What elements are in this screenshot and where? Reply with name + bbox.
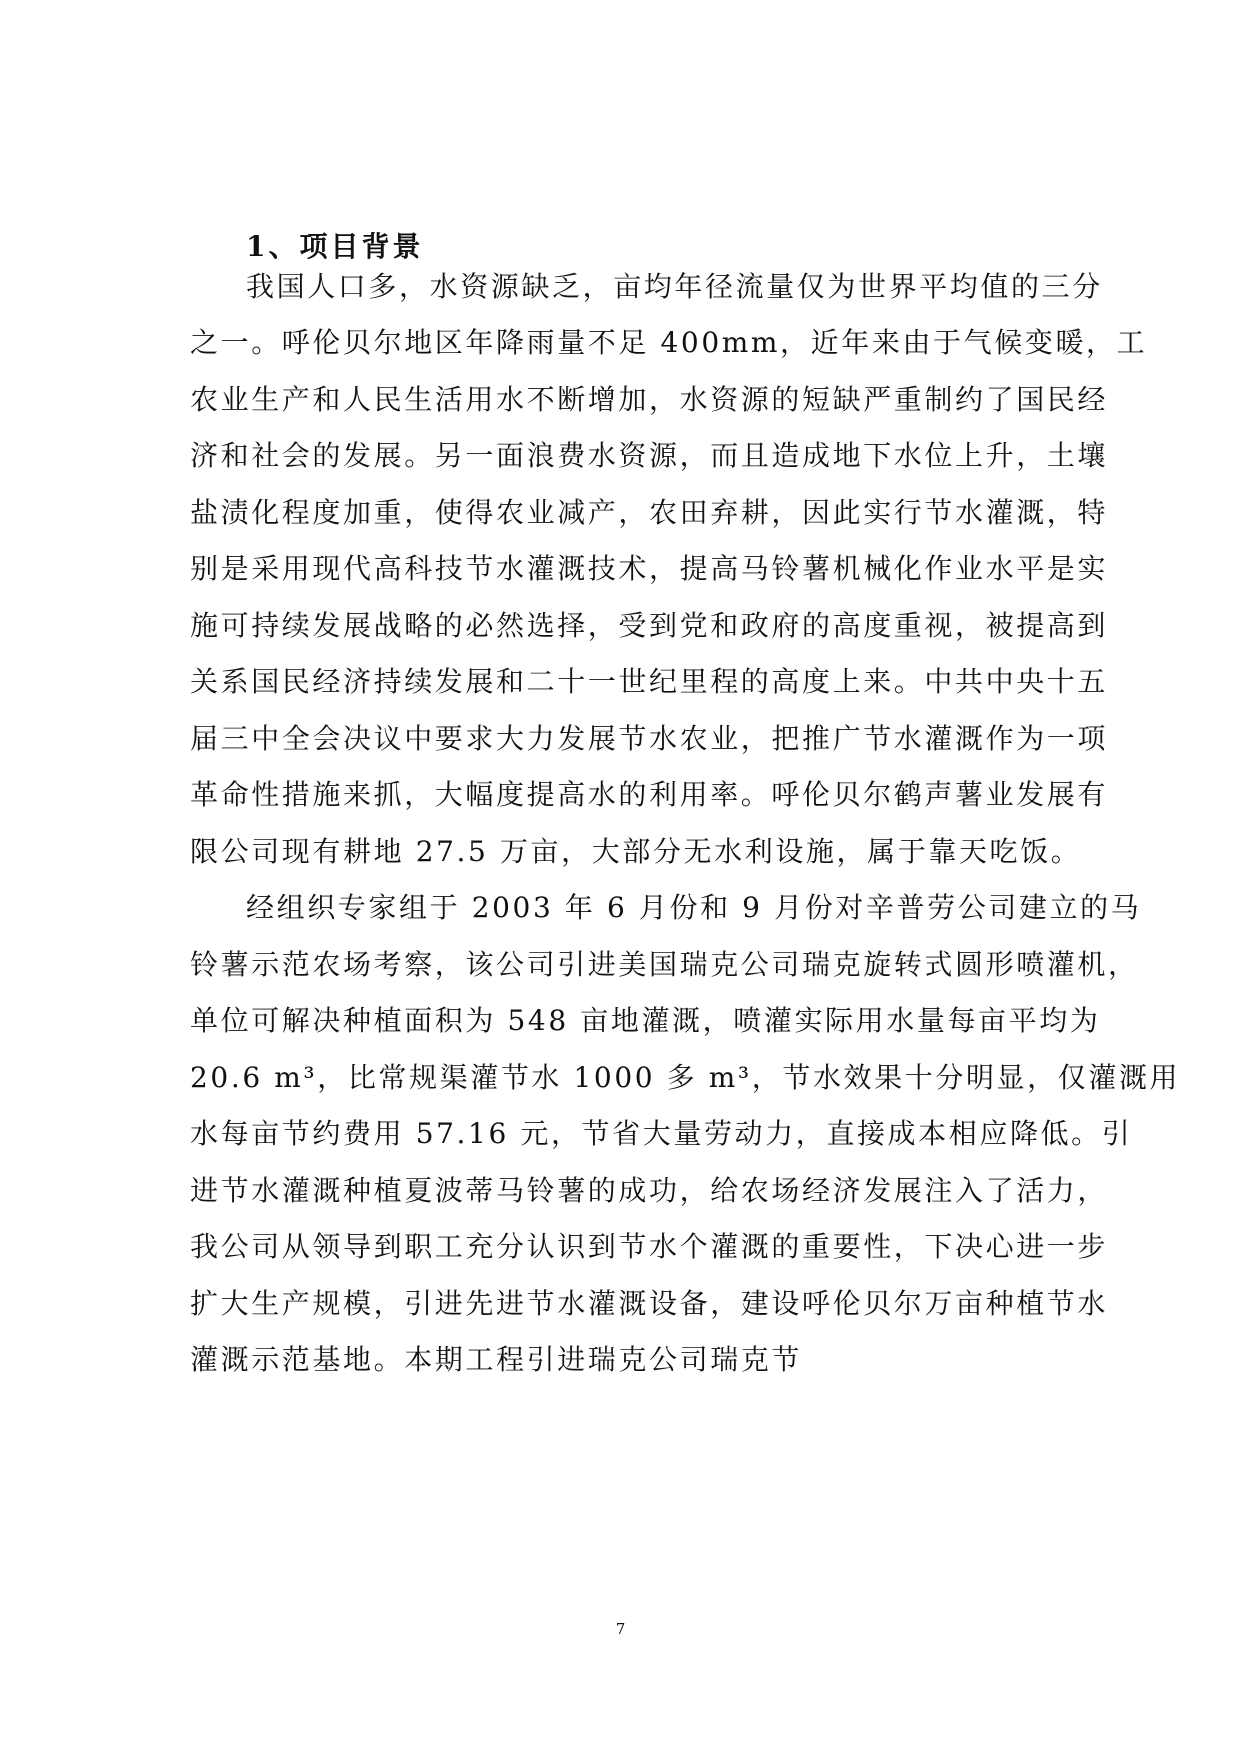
paragraph-line: 铃薯示范农场考察，该公司引进美国瑞克公司瑞克旋转式圆形喷灌机， — [190, 948, 1139, 981]
paragraph-line: 限公司现有耕地 27.5 万亩，大部分无水利设施，属于靠天吃饭。 — [190, 835, 1082, 868]
paragraph-line: 灌溉示范基地。本期工程引进瑞克公司瑞克节 — [190, 1343, 803, 1376]
paragraph-line: 我国人口多，水资源缺乏，亩均年径流量仅为世界平均值的三分 — [246, 270, 1103, 303]
paragraph-line: 水每亩节约费用 57.16 元，节省大量劳动力，直接成本相应降低。引 — [190, 1117, 1133, 1150]
paragraph-line: 关系国民经济持续发展和二十一世纪里程的高度上来。中共中央十五 — [190, 665, 1109, 698]
paragraph-line: 施可持续发展战略的必然选择，受到党和政府的高度重视，被提高到 — [190, 609, 1109, 642]
paragraph-line: 经组织专家组于 2003 年 6 月份和 9 月份对辛普劳公司建立的马 — [246, 891, 1142, 924]
paragraph-line: 革命性措施来抓，大幅度提高水的利用率。呼伦贝尔鹤声薯业发展有 — [190, 778, 1109, 811]
paragraph-line: 盐渍化程度加重，使得农业减产，农田弃耕，因此实行节水灌溉，特 — [190, 496, 1109, 529]
section-heading: 1、项目背景 — [246, 230, 424, 263]
paragraph-line: 济和社会的发展。另一面浪费水资源，而且造成地下水位上升，土壤 — [190, 439, 1109, 472]
paragraph-line: 扩大生产规模，引进先进节水灌溉设备，建设呼伦贝尔万亩种植节水 — [190, 1287, 1109, 1320]
paragraph-line: 单位可解决种植面积为 548 亩地灌溉，喷灌实际用水量每亩平均为 — [190, 1004, 1101, 1037]
paragraph-line: 20.6 m³，比常规渠灌节水 1000 多 m³，节水效果十分明显，仅灌溉用 — [190, 1061, 1181, 1094]
paragraph-line: 进节水灌溉种植夏波蒂马铃薯的成功，给农场经济发展注入了活力， — [190, 1174, 1109, 1207]
page-number: 7 — [615, 1620, 626, 1638]
paragraph-line: 届三中全会决议中要求大力发展节水农业，把推广节水灌溉作为一项 — [190, 722, 1109, 755]
paragraph-line: 农业生产和人民生活用水不断增加，水资源的短缺严重制约了国民经 — [190, 383, 1109, 416]
paragraph-line: 我公司从领导到职工充分认识到节水个灌溉的重要性，下决心进一步 — [190, 1230, 1109, 1263]
paragraph-line: 别是采用现代高科技节水灌溉技术，提高马铃薯机械化作业水平是实 — [190, 552, 1109, 585]
paragraph-line: 之一。呼伦贝尔地区年降雨量不足 400mm，近年来由于气候变暖，工 — [190, 326, 1148, 359]
